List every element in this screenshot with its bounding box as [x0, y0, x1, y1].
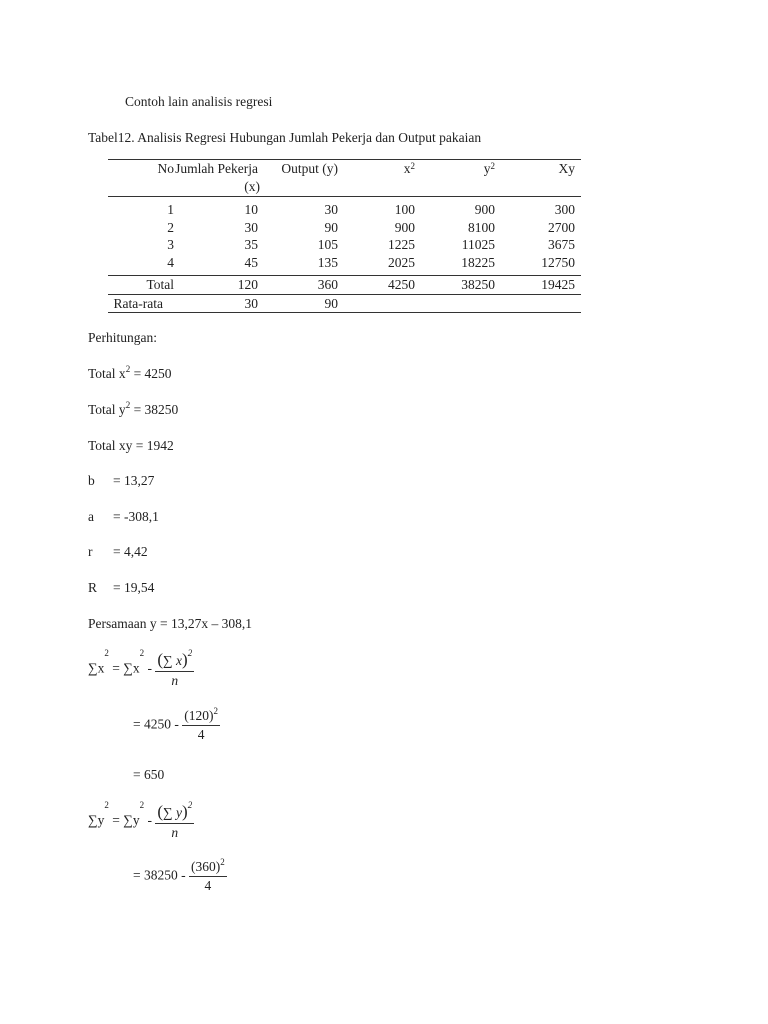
total-y2-line: Total $y^2 = 38250$ [88, 400, 179, 417]
cell-x2: 1225 [388, 237, 415, 252]
cell-no: 4 [167, 254, 174, 270]
b-value: = 13,27 [113, 473, 155, 488]
cell-x2: 100 [394, 202, 415, 217]
cell-average-label: Rata-rata [113, 295, 163, 311]
table-row [108, 236, 581, 254]
R-label: R [88, 580, 98, 595]
R-value: = 19,54 [113, 580, 155, 595]
formula-y2: $\sum y^2 = \sum y^2$ - $\frac{(\sum y)^2}{n}$ [88, 800, 193, 840]
table-header-row [108, 160, 581, 197]
header-jumlah-pekerja: Jumlah Pekerja (x) [175, 161, 260, 194]
total-xy-line: Total xy = 1942 [88, 438, 174, 453]
cell-average-x: 30 [244, 295, 258, 311]
table-average-row [108, 295, 581, 314]
table-row [108, 219, 581, 237]
b-label: b [88, 473, 95, 488]
cell-no: 3 [167, 237, 174, 252]
formula-y2-step: = 38250 - $\frac{(360)^2}{4}$ [133, 857, 225, 893]
cell-y: 105 [317, 237, 338, 252]
cell-x: 10 [244, 202, 258, 217]
cell-xy: 300 [554, 202, 575, 217]
calc-heading: Perhitungan: [88, 330, 157, 345]
header-xy: Xy [558, 161, 575, 176]
table-row [108, 254, 581, 272]
total-x2-line: Total $x^2 = 4250$ [88, 364, 172, 381]
cell-xy: 3675 [548, 237, 575, 252]
r-value: = 4,42 [113, 544, 148, 559]
cell-y: 135 [317, 254, 338, 270]
cell-x2: 900 [394, 219, 415, 235]
cell-total-x: 120 [237, 277, 258, 292]
cell-x: 35 [244, 237, 258, 252]
intro-text: Contoh lain analisis regresi [125, 94, 273, 109]
cell-total-y2: 38250 [461, 277, 495, 292]
formula-x2-step: = 4250 - $\frac{(120)^2}{4}$ [133, 706, 218, 742]
a-label: a [88, 509, 94, 524]
cell-y: 30 [324, 202, 338, 217]
a-value: = -308,1 [113, 509, 159, 524]
cell-xy: 2700 [548, 219, 575, 235]
fraction-x: $\frac{(\sum x)^2}{n}$ [157, 648, 193, 688]
cell-x: 45 [244, 254, 258, 270]
r-label: r [88, 544, 93, 559]
cell-x2: 2025 [388, 254, 415, 270]
fraction-x-step: $\frac{(120)^2}{4}$ [184, 706, 218, 742]
cell-average-y: 90 [324, 295, 338, 311]
fraction-y-step: $\frac{(360)^2}{4}$ [190, 857, 225, 893]
table-caption: Tabel12. Analisis Regresi Hubungan Jumlah Pekerja dan Output pakaian [88, 130, 482, 145]
cell-y2: 18225 [461, 254, 495, 270]
cell-total-xy: 19425 [541, 277, 575, 292]
table-total-row [108, 275, 581, 295]
header-no: No [157, 161, 174, 176]
cell-y2: 8100 [468, 219, 495, 235]
cell-xy: 12750 [541, 254, 575, 270]
header-output: Output (y) [281, 161, 338, 176]
formula-x2: $\sum x^2 = \sum x^2$ - $\frac{(\sum x)^2}{n}$ [88, 648, 193, 688]
header-x2: $x^2$ [403, 161, 415, 176]
cell-x: 30 [244, 219, 258, 235]
fraction-y: $\frac{(\sum y)^2}{n}$ [157, 800, 193, 840]
cell-total-x2: 4250 [388, 277, 415, 292]
persamaan-line: Persamaan y = 13,27x – 308,1 [88, 616, 252, 631]
cell-total-label: Total [146, 277, 174, 292]
cell-y2: 11025 [461, 237, 495, 252]
cell-no: 2 [167, 219, 174, 235]
table-row [108, 201, 581, 219]
cell-y2: 900 [474, 202, 495, 217]
cell-no: 1 [167, 202, 174, 217]
cell-total-y: 360 [317, 277, 338, 292]
formula-x2-result: = 650 [133, 767, 165, 782]
regression-table [108, 159, 581, 313]
cell-y: 90 [324, 219, 338, 235]
header-y2: $y^2$ [483, 161, 495, 176]
